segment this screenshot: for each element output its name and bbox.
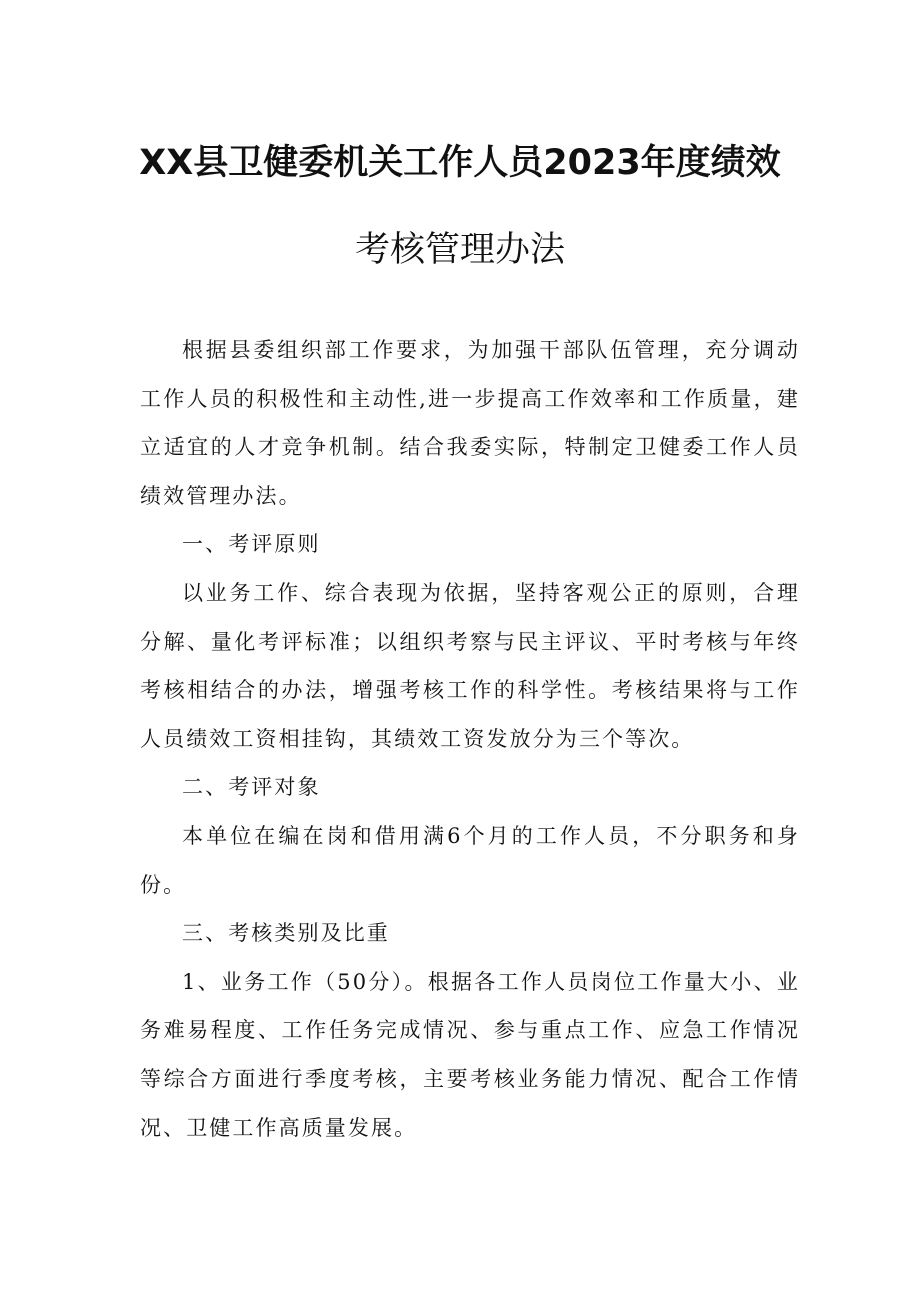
document-title-line-2: 考核管理办法 [354,230,565,270]
intro-paragraph: 根据县委组织部工作要求，为加强干部队伍管理，充分调动工作人员的积极性和主动性,进一步提高工作效率和工作质量，建立适宜的人才竞争机制。结合我委实际，特制定卫健委工作人员绩效管理办法。 [140,338,800,508]
principles-paragraph: 以业务工作、综合表现为依据，坚持客观公正的原则，合理分解、量化考评标准；以组织考察与民主评议、平时考核与年终考核相结合的办法，增强考核工作的科学性。考核结果将与工作人员绩效工资相挂钩，其绩效工资发放分为三个等次。 [140,580,800,751]
document-title-line-1: XX县卫健委机关工作人员2023年度绩效 [139,143,781,183]
targets-paragraph: 本单位在编在岗和借用满6个月的工作人员，不分职务和身份。 [140,823,800,897]
business-work-paragraph: 1、业务工作（50分）。根据各工作人员岗位工作量大小、业务难易程度、工作任务完成情况、参与重点工作、应急工作情况等综合方面进行季度考核，主要考核业务能力情况、配合工作情况、卫健工作高质量发展。 [140,969,800,1140]
section-heading-targets: 二、考评对象 [182,775,321,800]
section-heading-categories: 三、考核类别及比重 [182,921,390,946]
section-heading-principles: 一、考评原则 [182,532,321,557]
document-body [140,326,800,1152]
